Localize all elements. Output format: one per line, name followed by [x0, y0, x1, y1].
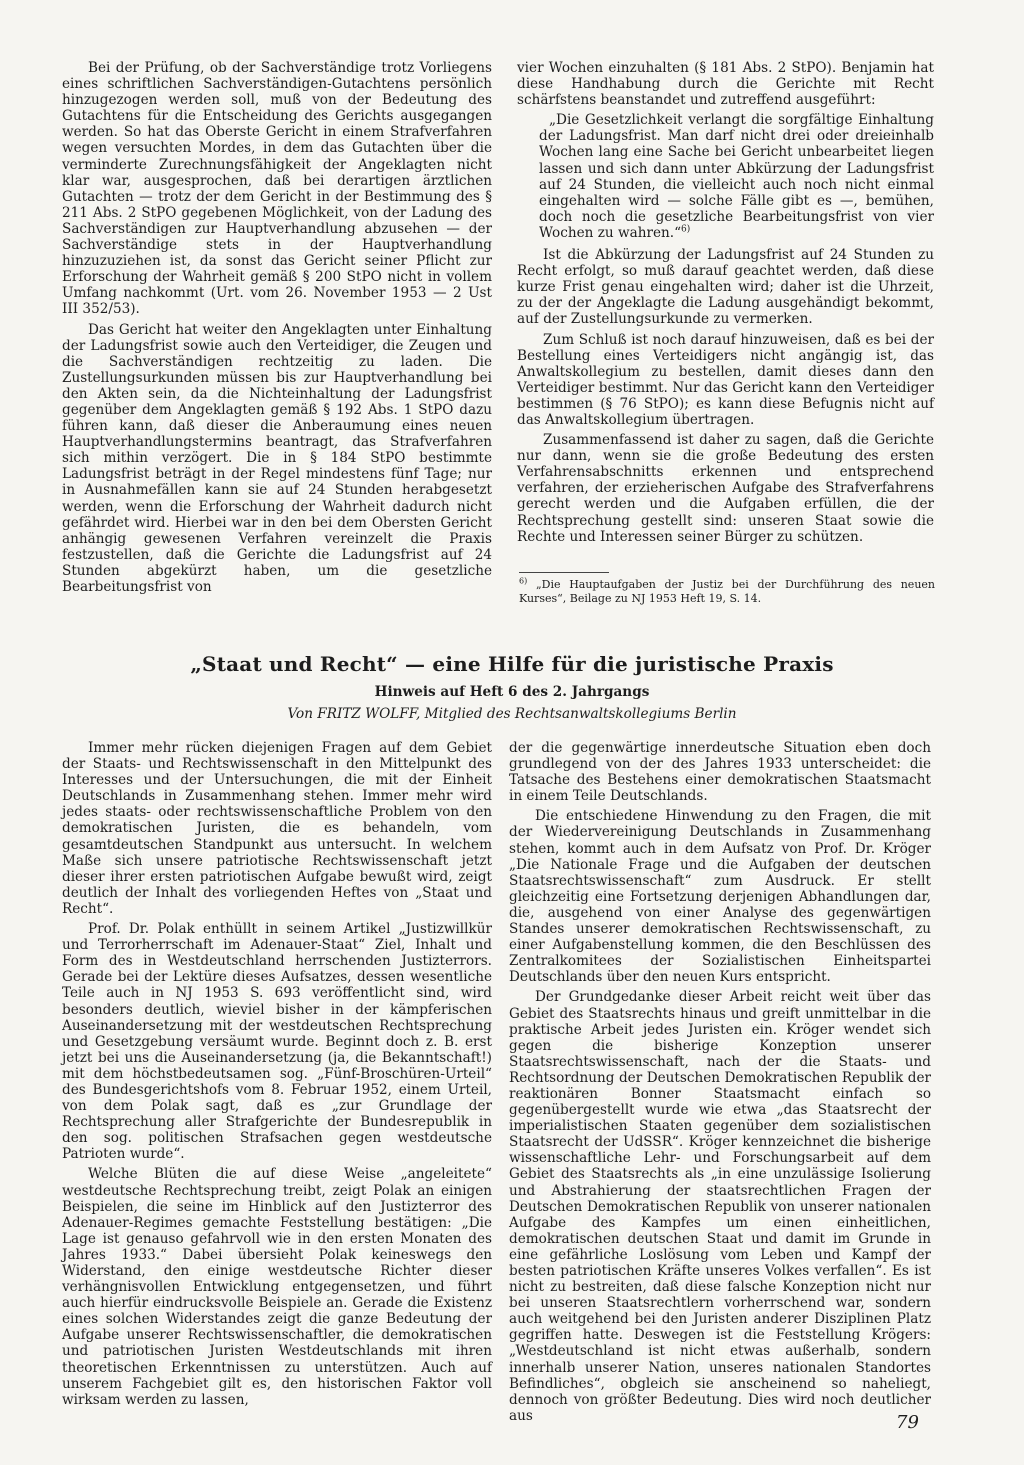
paragraph: der die gegenwärtige innerdeutsche Situation eben doch grundlegend von der des Jahres 1933 unterscheidet: die Tatsache des Bestehens einer demokratischen Staatsmacht in einem Teile Deutschlands. — [509, 740, 931, 805]
paragraph: Prof. Dr. Polak enthüllt in seinem Artikel „Justizwillkür und Terrorherrschaft im Adenauer-Staat“ Ziel, Inhalt und Form des in Westdeutschland herrschenden Justizterrors. Gerade bei der Lektüre dieses Aufsatzes, dessen wesentliche Teile auch in NJ 1953 S. 693 veröffentlicht sind, wird besonders deutlich, wieviel bisher in der kämpferischen Auseinandersetzung mit der westdeutschen Rechtsprechung und Gesetzgebung versäumt wurde. Beginnt doch z. B. erst jetzt bei uns die Auseinandersetzung (ja, die Bekanntschaft!) mit dem höchstbedeutsamen sog. „Fünf-Broschüren-Urteil“ des Bundesgerichtshofs vom 8. Februar 1952, einem Urteil, von dem Polak sagt, daß es „zur Grundlage der Rechtsprechung aller Strafgerichte der Bundesrepublik in den sog. politischen Strafsachen gegen westdeutsche Patrioten wurde“. — [62, 921, 492, 1163]
paragraph: Zusammenfassend ist daher zu sagen, daß die Gerichte nur dann, wenn sie die große Bedeutung des ersten Verfahrensabschnitts erkennen und entsprechend verfahren, der erzieherischen Aufgabe des Strafverfahrens gerecht werden und die Aufgaben erfüllen, die der Rechtsprechung gestellt sind: unseren Staat sowie die Rechte und Interessen seiner Bürger zu schützen. — [517, 432, 934, 545]
article-title: „Staat und Recht“ — eine Hilfe für die juristische Praxis — [190, 652, 834, 676]
paragraph: Zum Schluß ist noch darauf hinzuweisen, daß es bei der Bestellung eines Verteidigers nicht angängig ist, das Anwaltskollegium zu bestellen, damit dieses dann den Verteidiger bestimmt. Nur das Gericht kann den Verteidiger bestimmen (§ 76 StPO); es kann diese Befugnis nicht auf das Anwaltskollegium übertragen. — [517, 331, 934, 428]
paragraph: vier Wochen einzuhalten (§ 181 Abs. 2 StPO). Benjamin hat diese Handhabung durch die Gerichte mit Recht schärfstens beanstandet und zutreffend ausgeführt: — [517, 60, 934, 109]
article-byline: Von FRITZ WOLFF, Mitglied des Rechtsanwaltskollegiums Berlin — [287, 706, 737, 722]
paragraph: Immer mehr rücken diejenigen Fragen auf dem Gebiet der Staats- und Rechtswissenschaft in den Mittelpunkt des Interesses und der Untersuchungen, die mit der Einheit Deutschlands in Zusammenhang stehen. Immer mehr wird jedes staats- oder rechtswissenschaftliche Problem von den demokratischen Juristen, die es behandeln, vom gesamtdeutschen Standpunkt aus untersucht. In welchem Maße sich unsere patriotische Rechtswissenschaft jetzt dieser ihrer ersten patriotischen Aufgabe bewußt wird, zeigt deutlich der Inhalt des vorliegenden Heftes von „Staat und Recht“. — [62, 740, 492, 917]
quote-text: „Die Gesetzlichkeit verlangt die sorgfältige Einhaltung der Ladungsfrist. Man darf nicht drei oder dreieinhalb Wochen lang eine Sache bei Gericht unbearbeitet liegen lassen und sich dann unter Abkürzung der Ladungsfrist auf 24 Stunden, die vielleicht auch noch nicht einmal eingehalten wird — solche Fälle gibt es —, bemühen, doch noch die gesetzliche Bearbeitungsfrist von vier Wochen zu wahren.“ — [539, 112, 934, 241]
paragraph: Die entschiedene Hinwendung zu den Fragen, die mit der Wiedervereinigung Deutschlands in Zusammenhang stehen, kommt auch in dem Aufsatz von Prof. Dr. Kröger „Die Nationale Frage und die Aufgaben der deutschen Staatsrechtswissenschaft“ zum Ausdruck. Er stellt gleichzeitig eine Fortsetzung derjenigen Abhandlungen dar, die, ausgehend von einer Analyse des gegenwärtigen Standes unserer demokratischen Rechtswissenschaft, zu einer Aufgabenstellung kommen, die den Beschlüssen des Zentralkomitees der Sozialistischen Einheitspartei Deutschlands über den neuen Kurs entspricht. — [509, 808, 931, 986]
paragraph: Ist die Abkürzung der Ladungsfrist auf 24 Stunden zu Recht erfolgt, so muß darauf geachtet werden, daß diese kurze Frist genau eingehalten wird; daher ist die Uhrzeit, zu der der Angeklagte die Ladung ausgehändigt bekommt, auf der Zustellungsurkunde zu vermerken. — [517, 247, 934, 328]
top-right-column — [517, 60, 934, 549]
page-number: 79 — [896, 1412, 919, 1433]
bottom-right-column — [509, 740, 931, 1428]
block-quote — [539, 112, 934, 241]
paragraph: Der Grundgedanke dieser Arbeit reicht weit über das Gebiet des Staatsrechts hinaus und greift unmittelbar in die praktische Arbeit jedes Juristen ein. Kröger wendet sich gegen die bisherige Konzeption unserer Staatsrechtswissenschaft, nach der die Staats- und Rechtsordnung der Deutschen Demokratischen Republik der reaktionären Bonner Staatsmacht einfach so gegenübergestellt wurde wie etwa „das Staatsrecht der imperialistischen Staaten gegenüber dem sozialistischen Staatsrecht der UdSSR“. Kröger kennzeichnet die bisherige wissenschaftliche Lehr- und Forschungsarbeit auf dem Gebiet des Staatsrechts als „in eine unzulässige Isolierung und Abstrahierung der staatsrechtlichen Fragen der Deutschen Demokratischen Republik von unserer nationalen Aufgabe des Kampfes um einen einheitlichen, demokratischen deutschen Staat und damit im Grunde in eine gefährliche Loslösung vom Leben und Kampf der besten patriotischen Kräfte unseres Volkes verfallen“. Es ist nicht zu bestreiten, daß diese falsche Konzeption nicht nur bei unseren Staatsrechtlern vorherrschend war, sondern auch weitgehend bei den Juristen anderer Disziplinen Platz gegriffen hatte. Deswegen ist die Feststellung Krögers: „Westdeutschland ist nicht etwas außerhalb, sondern innerhalb unserer Nation, unseres nationalen Standortes Befindliches“, obgleich sie anscheinend so naheliegt, dennoch von größter Bedeutung. Dies wird noch deutlicher aus — [509, 989, 931, 1424]
bottom-left-column — [62, 740, 492, 1412]
paragraph: Das Gericht hat weiter den Angeklagten unter Einhaltung der Ladungsfrist sowie auch den Verteidiger, die Zeugen und die Sachverständigen rechtzeitig zu laden. Die Zustellungsurkunden müssen bis zur Hauptverhandlung bei den Akten sein, da die Nichteinhaltung der Ladungsfrist gegenüber dem Angeklagten gemäß § 192 Abs. 1 StPO dazu führen kann, daß dieser die Anberaumung eines neuen Hauptverhandlungstermins beantragt, das Strafverfahren sich mithin verzögert. Die in § 184 StPO bestimmte Ladungsfrist beträgt in der Regel mindestens fünf Tage; nur in Ausnahmefällen kann sie auf 24 Stunden herabgesetzt werden, wenn die Erforschung der Wahrheit dadurch nicht gefährdet wird. Hierbei war in den bei dem Obersten Gericht anhängig gewesenen Verfahren vereinzelt die Praxis festzustellen, daß die Gerichte die Ladungsfrist auf 24 Stunden abgekürzt haben, um die gesetzliche Bearbeitungsfrist von — [62, 321, 492, 595]
footnote-marker: 6) — [519, 576, 528, 586]
paragraph: Welche Blüten die auf diese Weise „angeleitete“ westdeutsche Rechtsprechung treibt, zeigt Polak an einigen Beispielen, die seine im Hinblick auf den Justizterror des Adenauer-Regimes gemachte Feststellung bestätigen: „Die Lage ist genauso gefahrvoll wie in den ersten Monaten des Jahres 1933.“ Dabei übersieht Polak keineswegs den Widerstand, den einige westdeutsche Richter dieser verhängnisvollen Entwicklung entgegensetzen, und führt auch hierfür eindrucksvolle Beispiele an. Gerade die Existenz eines solchen Widerstandes zeigt die ganze Bedeutung der Aufgabe unserer Rechtswissenschaftler, die demokratischen und patriotischen Juristen Westdeutschlands mit ihren theoretischen Erkenntnissen zu unterstützen. Auch auf unserem Fachgebiet gilt es, den historischen Faktor voll wirksam werden zu lassen, — [62, 1166, 492, 1408]
paragraph: Bei der Prüfung, ob der Sachverständige trotz Vorliegens eines schriftlichen Sachverständigen-Gutachtens persönlich hinzugezogen werden soll, muß von der Bedeutung des Gutachtens für die Entscheidung des Gerichts ausgegangen werden. So hat das Oberste Gericht in einem Strafverfahren wegen versuchten Mordes, in dem das Gutachten über die verminderte Zurechnungsfähigkeit der Angeklagten nicht klar war, ausgesprochen, daß bei derartigen ärztlichen Gutachten — trotz der dem Gericht in der Bestimmung des § 211 Abs. 2 StPO gegebenen Möglichkeit, von der Ladung des Sachverständigen zur Hauptverhandlung abzusehen — der Sachverständige stets in der Hauptverhandlung hinzuzuziehen ist, da sonst das Gericht seiner Pflicht zur Erforschung der Wahrheit gemäß § 200 StPO nicht in vollem Umfang nachkommt (Urt. vom 26. November 1953 — 2 Ust III 352/53). — [62, 60, 492, 318]
article-subtitle: Hinweis auf Heft 6 des 2. Jahrgangs — [374, 684, 650, 700]
footnote-text: „Die Hauptaufgaben der Justiz bei der Durchführung des neuen Kurses“, Beilage zu NJ 1953 Heft 19, S. 14. — [519, 578, 935, 605]
footnote — [519, 578, 935, 605]
footnote-ref: 6) — [681, 224, 691, 235]
footnote-divider — [519, 572, 609, 573]
top-left-column — [62, 60, 492, 599]
